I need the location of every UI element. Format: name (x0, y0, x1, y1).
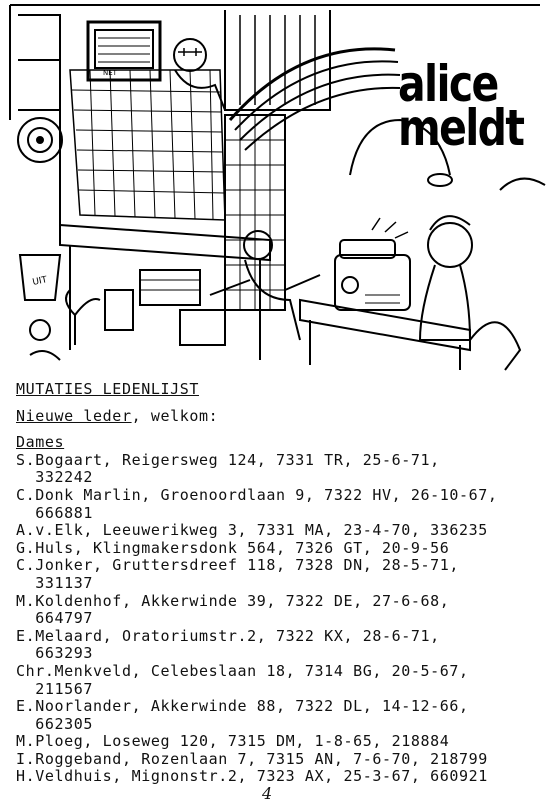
member-entry: 664797 (16, 609, 94, 628)
intro-rest: , welkom: (131, 406, 219, 425)
basket-label: UIT (31, 275, 49, 288)
member-entry: I.Roggeband, Rozenlaan 7, 7315 AN, 7-6-70, 218799 (16, 749, 488, 768)
page-number: 4 (262, 784, 273, 803)
member-entry: C.Donk Marlin, Groenoordlaan 9, 7322 HV, 26-10-67, (16, 485, 498, 504)
member-mutations-section (16, 381, 546, 786)
member-entry: 663293 (16, 644, 94, 663)
member-entry: S.Bogaart, Reigersweg 124, 7331 TR, 25-6-71, (16, 450, 440, 469)
member-entries-list (16, 452, 546, 786)
masthead-line-1: alice (398, 55, 498, 113)
member-entry: 666881 (16, 503, 94, 522)
new-members-intro (16, 408, 546, 426)
member-entry: 211567 (16, 679, 94, 698)
monitor-label: NET (103, 69, 117, 77)
group-label-dames: Dames (16, 433, 65, 452)
member-entry: 662305 (16, 714, 94, 733)
member-entry: 332242 (16, 468, 94, 487)
masthead-line-2: meldt (398, 99, 524, 157)
section-heading: MUTATIES LEDENLIJST (16, 380, 199, 398)
member-entry: C.Jonker, Gruttersdreef 118, 7328 DN, 28-5-71, (16, 556, 460, 575)
member-entry: E.Melaard, Oratoriumstr.2, 7322 KX, 28-6-71, (16, 626, 440, 645)
member-entry: G.Huls, Klingmakersdonk 564, 7326 GT, 20-9-56 (16, 538, 450, 557)
intro-underlined: Nieuwe leder (16, 406, 132, 425)
member-entry: H.Veldhuis, Mignonstr.2, 7323 AX, 25-3-67, 660921 (16, 767, 488, 786)
member-entry: M.Ploeg, Loseweg 120, 7315 DM, 1-8-65, 218884 (16, 732, 450, 751)
member-entry: M.Koldenhof, Akkerwinde 39, 7322 DE, 27-6-68, (16, 591, 450, 610)
member-entry: A.v.Elk, Leeuwerikweg 3, 7331 MA, 23-4-70, 336235 (16, 521, 488, 540)
member-entry: 331137 (16, 573, 94, 592)
masthead-logo (398, 55, 548, 157)
member-entry: Chr.Menkveld, Celebeslaan 18, 7314 BG, 20-5-67, (16, 661, 469, 680)
member-entry: E.Noorlander, Akkerwinde 88, 7322 DL, 14-12-66, (16, 697, 469, 716)
